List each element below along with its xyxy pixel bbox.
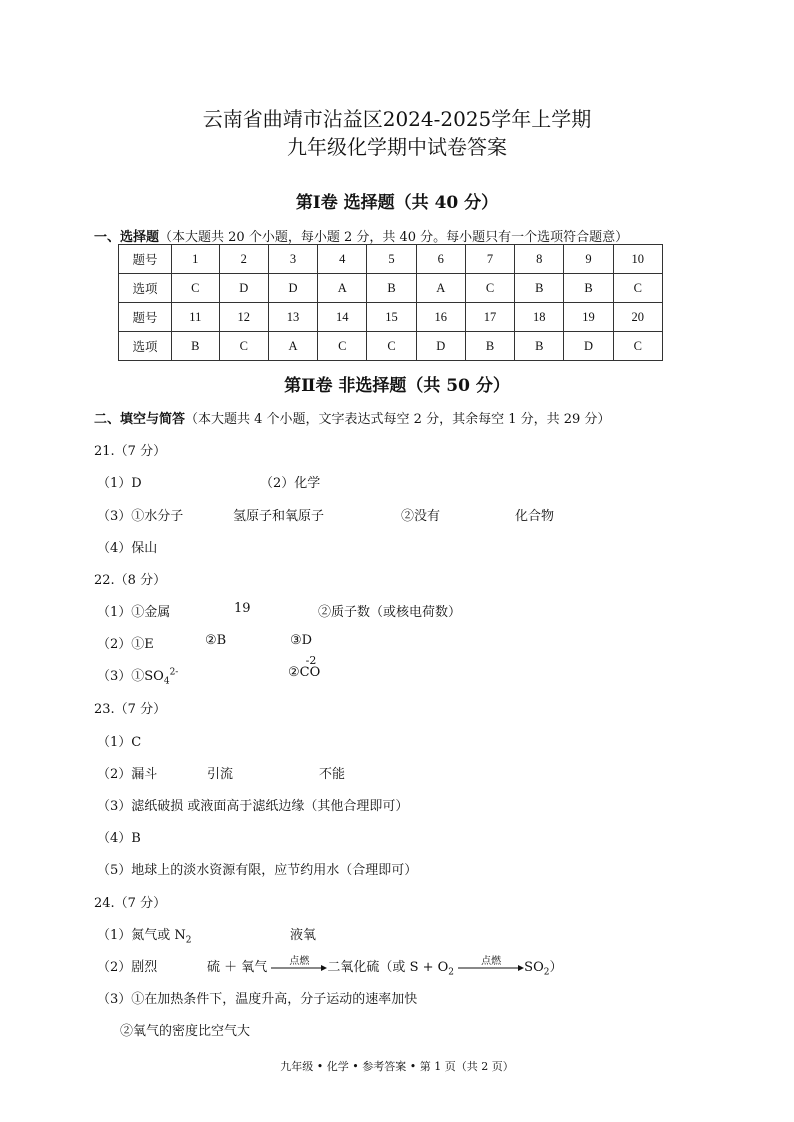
row-label: 题号 bbox=[119, 303, 172, 332]
q21-answer-4: （4）保山 bbox=[97, 541, 158, 556]
table-cell: D bbox=[564, 332, 613, 361]
table-cell: 20 bbox=[613, 303, 662, 332]
table-row bbox=[119, 245, 663, 274]
q24-word-equation: 硫 ＋ 氧气 点燃 二氧化硫（或 $S + O_2$ 点燃 $SO_2$） bbox=[207, 955, 563, 978]
q24-answer-1b: 液氧 bbox=[290, 928, 317, 943]
table-cell: C bbox=[613, 332, 662, 361]
table-cell: 9 bbox=[564, 245, 613, 274]
table-cell: A bbox=[416, 274, 465, 303]
table-cell: 19 bbox=[564, 303, 613, 332]
q23-answer-2b: 引流 bbox=[207, 767, 234, 782]
document-title-line1: 云南省曲靖市沾益区2024-2025学年上学期 bbox=[202, 107, 592, 131]
table-cell: 8 bbox=[515, 245, 564, 274]
table-cell: B bbox=[515, 332, 564, 361]
q21-answer-3b: 氢原子和氧原子 bbox=[233, 509, 325, 524]
part1-question-desc: （本大题共 20 个小题，每小题 2 分，共 40 分。每小题只有一个选项符合题意） bbox=[159, 230, 629, 245]
row-label: 题号 bbox=[119, 245, 172, 274]
q23-answer-5: （5）地球上的淡水资源有限，应节约用水（合理即可） bbox=[97, 863, 418, 878]
table-cell: A bbox=[268, 332, 317, 361]
table-cell: C bbox=[219, 332, 268, 361]
q24-heading: 24.（7 分） bbox=[94, 896, 167, 911]
q24-answer-3a: （3）①在加热条件下，温度升高，分子运动的速率加快 bbox=[97, 992, 418, 1007]
q21-answer-3c: ②没有 bbox=[401, 509, 441, 524]
table-cell: 11 bbox=[172, 303, 220, 332]
q23-answer-2a: （2）漏斗 bbox=[97, 767, 158, 782]
q24-answer-1a: （1）氮气或 $N_2$ bbox=[97, 928, 192, 946]
q23-heading: 23.（7 分） bbox=[94, 702, 167, 717]
part2-title: 第Ⅱ卷 非选择题（共 50 分） bbox=[284, 376, 510, 396]
q24-reactants: 硫 ＋ 氧气 bbox=[207, 960, 268, 975]
table-cell: B bbox=[515, 274, 564, 303]
q22-answer-1c: ②质子数（或核电荷数） bbox=[318, 605, 462, 620]
page-footer: 九年级 • 化学 • 参考答案 • 第 1 页（共 2 页） bbox=[280, 1060, 514, 1073]
table-row bbox=[119, 274, 663, 303]
table-cell: 4 bbox=[318, 245, 367, 274]
q23-answer-1: （1）C bbox=[97, 735, 142, 750]
table-cell: B bbox=[465, 332, 514, 361]
q22-answer-2a: （2）①E bbox=[97, 637, 154, 652]
table-cell: 10 bbox=[613, 245, 662, 274]
reaction-arrow-2: 点燃 bbox=[458, 964, 524, 972]
table-cell: 13 bbox=[268, 303, 317, 332]
table-cell: 16 bbox=[416, 303, 465, 332]
table-cell: 12 bbox=[219, 303, 268, 332]
q23-answer-3: （3）滤纸破损 或液面高于滤纸边缘（其他合理即可） bbox=[97, 799, 409, 814]
table-cell: 1 bbox=[172, 245, 220, 274]
table-row bbox=[119, 332, 663, 361]
table-cell: 5 bbox=[367, 245, 416, 274]
table-cell: C bbox=[613, 274, 662, 303]
q23-answer-2c: 不能 bbox=[319, 767, 346, 782]
table-cell: B bbox=[367, 274, 416, 303]
table-row bbox=[119, 303, 663, 332]
table-cell: D bbox=[219, 274, 268, 303]
q24-answer-3b: ②氧气的密度比空气大 bbox=[120, 1024, 251, 1039]
answer-table bbox=[118, 244, 663, 361]
table-cell: 7 bbox=[465, 245, 514, 274]
table-cell: 14 bbox=[318, 303, 367, 332]
table-cell: 6 bbox=[416, 245, 465, 274]
table-cell: 18 bbox=[515, 303, 564, 332]
q22-answer-3b: ②CO -2 bbox=[288, 654, 321, 680]
table-cell: C bbox=[367, 332, 416, 361]
q21-heading: 21.（7 分） bbox=[94, 444, 167, 459]
q24-product: 二氧化硫（或 bbox=[327, 960, 406, 975]
row-label: 选项 bbox=[119, 332, 172, 361]
q22-answer-1a: （1）①金属 bbox=[97, 605, 171, 620]
table-cell: 17 bbox=[465, 303, 514, 332]
part2-question-title: 二、填空与简答 bbox=[94, 412, 186, 427]
table-cell: 3 bbox=[268, 245, 317, 274]
table-cell: C bbox=[465, 274, 514, 303]
reaction-arrow-1: 点燃 bbox=[271, 964, 327, 972]
table-cell: 15 bbox=[367, 303, 416, 332]
q22-answer-1b: 19 bbox=[234, 601, 251, 616]
table-cell: D bbox=[416, 332, 465, 361]
table-cell: D bbox=[268, 274, 317, 303]
q22-answer-2c: ③D bbox=[290, 633, 313, 648]
row-label: 选项 bbox=[119, 274, 172, 303]
part1-question-heading bbox=[94, 226, 628, 245]
part1-title: 第Ⅰ卷 选择题（共 40 分） bbox=[295, 193, 499, 213]
q21-answer-1: （1）D bbox=[97, 476, 142, 491]
part2-question-desc: （本大题共 4 个小题，文字表达式每空 2 分，其余每空 1 分，共 29 分） bbox=[185, 412, 611, 427]
q21-answer-3a: （3）①水分子 bbox=[97, 509, 184, 524]
q23-answer-4: （4）B bbox=[97, 831, 141, 846]
q21-answer-2: （2）化学 bbox=[260, 476, 321, 491]
q22-heading: 22.（8 分） bbox=[94, 573, 167, 588]
table-cell: C bbox=[172, 274, 220, 303]
document-title-line2: 九年级化学期中试卷答案 bbox=[287, 135, 507, 159]
table-cell: 2 bbox=[219, 245, 268, 274]
q21-answer-3d: 化合物 bbox=[515, 509, 555, 524]
part2-question-heading bbox=[94, 408, 610, 427]
table-cell: A bbox=[318, 274, 367, 303]
table-cell: B bbox=[564, 274, 613, 303]
part1-question-title: 一、选择题 bbox=[94, 230, 160, 245]
table-cell: C bbox=[318, 332, 367, 361]
q22-answer-3a: $(3)①SO_4^{2-}$ bbox=[97, 667, 179, 687]
table-cell: B bbox=[172, 332, 220, 361]
q22-answer-2b: ②B bbox=[205, 633, 227, 648]
q24-answer-2a: （2）剧烈 bbox=[97, 960, 158, 975]
